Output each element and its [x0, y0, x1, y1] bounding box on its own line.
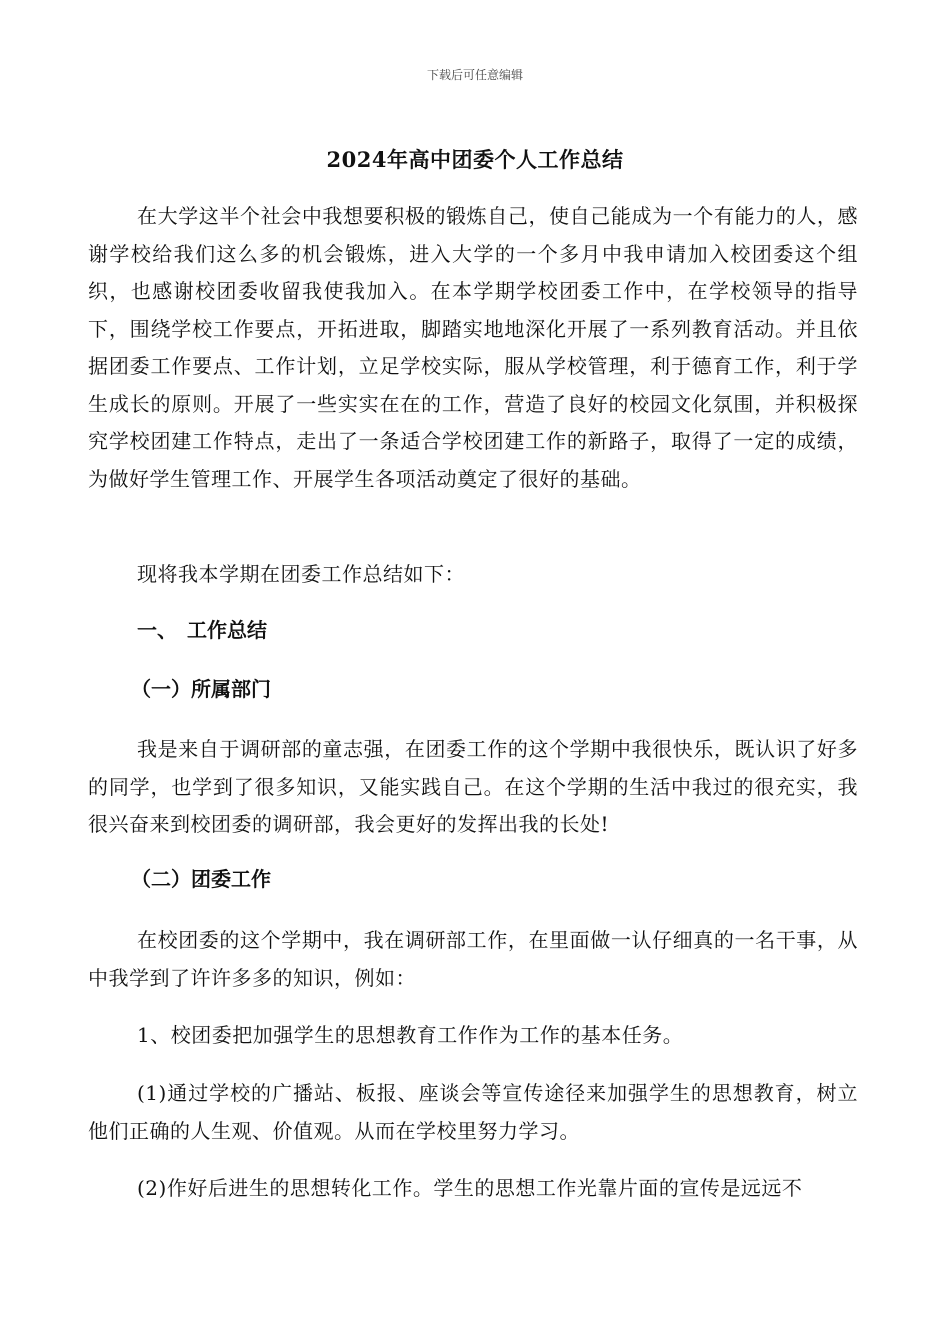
section-number: 一、 — [137, 618, 177, 642]
intro-paragraph: 在大学这半个社会中我想要积极的锻炼自己，使自己能成为一个有能力的人，感谢学校给我们这么多的机会锻炼，进入大学的一个多月中我申请加入校团委这个组织，也感谢校团委收留我使我加入。在本学期学校团委工作中，在学校领导的指导下，围绕学校工作要点，开拓进取，脚踏实地地深化开展了一系列教育活动。并且依据团委工作要点、工作计划，立足学校实际，服从学校管理，利于德育工作，利于学生成长的原则。开展了一些实实在在的工作，营造了良好的校园文化氛围，并积极探究学校团建工作特点，走出了一条适合学校团建工作的新路子，取得了一定的成绩，为做好学生管理工作、开展学生各项活动奠定了很好的基础。 — [88, 204, 858, 491]
league-work-paragraph: 在校团委的这个学期中，我在调研部工作，在里面做一认仔细真的一名干事，从中我学到了许许多多的知识，例如： — [88, 928, 858, 990]
list-item-1: 1、校团委把加强学生的思想教育工作作为工作的基本任务。 — [137, 1023, 684, 1047]
list-item-1-2: (2)作好后进生的思想转化工作。学生的思想工作光靠片面的宣传是远远不 — [137, 1176, 803, 1200]
summary-intro-paragraph: 现将我本学期在团委工作总结如下： — [137, 562, 465, 586]
page-header-note: 下载后可任意编辑 — [426, 68, 523, 82]
list-item-1-1: (1)通过学校的广播站、板报、座谈会等宣传途径来加强学生的思想教育，树立他们正确的人生观、价值观。从而在学校里努力学习。 — [88, 1081, 858, 1143]
document-title: 2024年高中团委个人工作总结 — [326, 147, 624, 172]
subsection-heading-league-work: （二）团委工作 — [131, 867, 271, 891]
subsection-heading-department: （一）所属部门 — [131, 677, 271, 701]
department-paragraph: 我是来自于调研部的童志强，在团委工作的这个学期中我很快乐，既认识了好多的同学，也学到了很多知识，又能实践自己。在这个学期的生活中我过的很充实，我很兴奋来到校团委的调研部，我会更好的发挥出我的长处! — [88, 737, 858, 836]
section-title: 工作总结 — [187, 618, 267, 642]
section-heading-work-summary — [137, 615, 267, 645]
